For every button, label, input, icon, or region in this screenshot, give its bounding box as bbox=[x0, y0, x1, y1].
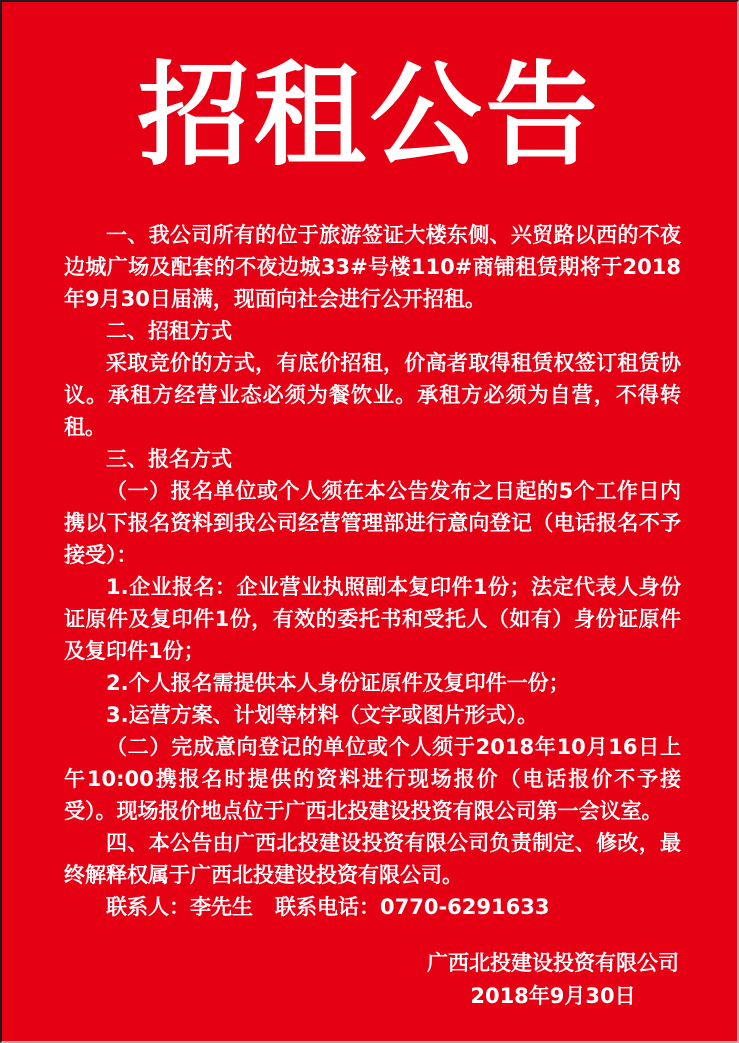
paragraph-section-2-heading: 二、招租方式 bbox=[106, 318, 232, 343]
paragraph-item-1: （一）报名单位或个人须在本公告发布之日起的5个工作日内携以下报名资料到我公司经营管理部进行意向登记（电话报名不予接受）： bbox=[64, 478, 681, 567]
contact-phone-number: 0770-6291633 bbox=[380, 894, 550, 919]
paragraph-item-1-sub-3: 3.运营方案、计划等材料（文字或图片形式）。 bbox=[106, 702, 539, 727]
poster-title: 招租公告 bbox=[137, 50, 602, 181]
contact-person-label: 联系人： bbox=[106, 894, 190, 919]
paragraph-item-1-sub-1: 1.企业报名：企业营业执照副本复印件1份；法定代表人身份证原件及复印件1份，有效的委托书和受托人（如有）身份证原件及复印件1份； bbox=[64, 574, 681, 663]
signature-date: 2018年9月30日 bbox=[470, 983, 636, 1008]
signature-block bbox=[2, 947, 737, 1013]
paragraph-section-2-body: 采取竞价的方式，有底价招租，价高者取得租赁权签订租赁协议。承租方经营业态必须为餐饮业。承租方必须为自营，不得转租。 bbox=[64, 350, 681, 439]
announcement-body bbox=[2, 219, 737, 923]
paragraph-section-4: 四、本公告由广西北投建设投资有限公司负责制定、修改，最终解释权属于广西北投建设投资有限公司。 bbox=[64, 830, 681, 887]
paragraph-item-1-sub-2: 2.个人报名需提供本人身份证原件及复印件一份； bbox=[106, 670, 570, 695]
signature-inner bbox=[427, 947, 679, 1013]
signature-company-name: 广西北投建设投资有限公司 bbox=[427, 950, 679, 975]
contact-phone-label: 联系电话： bbox=[275, 894, 380, 919]
paragraph-intro: 一、我公司所有的位于旅游签证大楼东侧、兴贸路以西的不夜边城广场及配套的不夜边城33#号楼110#商铺租赁期将于2018年9月30日届满，现面向社会进行公开招租。 bbox=[64, 222, 681, 311]
contact-person-name: 李先生 bbox=[190, 894, 253, 919]
contact-line bbox=[64, 891, 681, 923]
paragraph-section-3-heading: 三、报名方式 bbox=[106, 446, 232, 471]
paragraph-item-2: （二）完成意向登记的单位或个人须于2018年10月16日上午10:00携报名时提供的资料进行现场报价（电话报价不予接受）。现场报价地点位于广西北投建设投资有限公司第一会议室。 bbox=[64, 734, 681, 823]
